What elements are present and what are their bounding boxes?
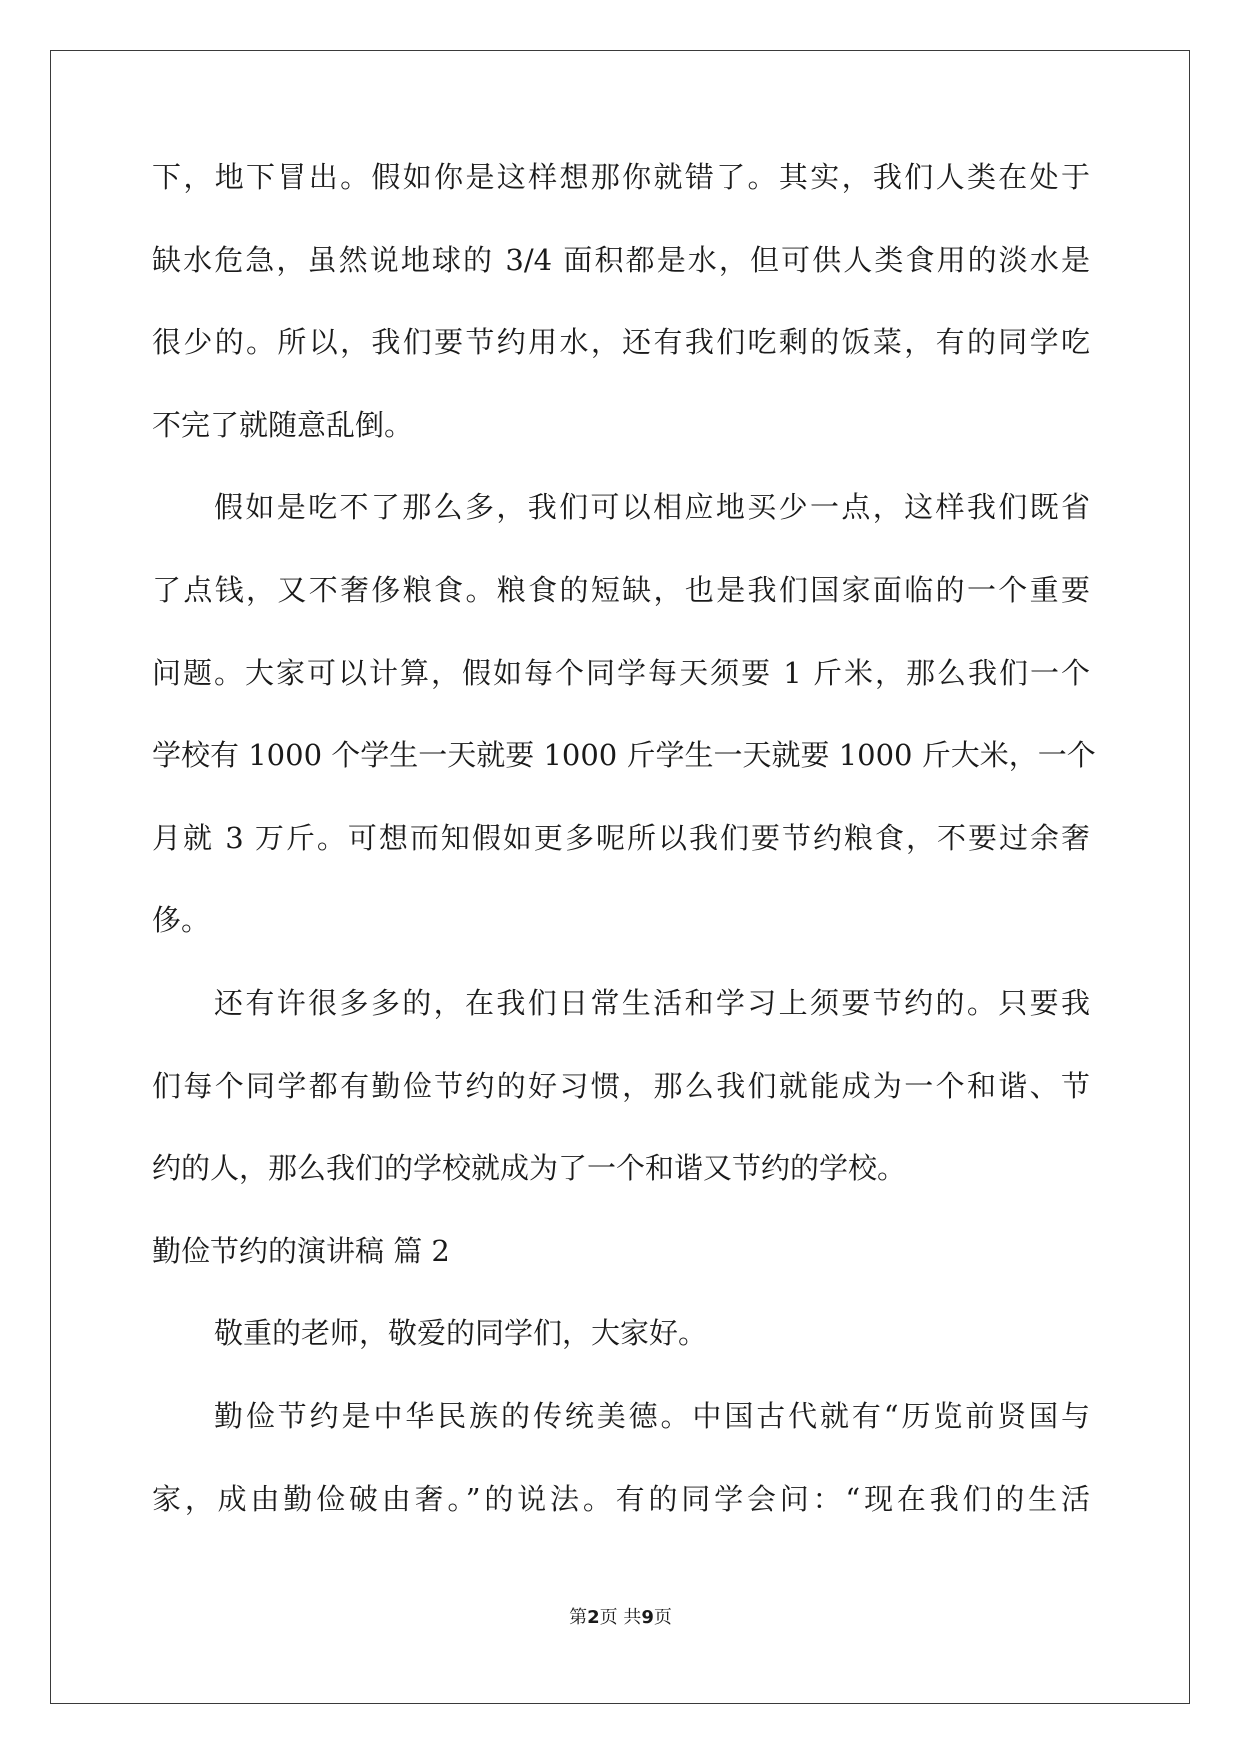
section-heading: 勤俭节约的演讲稿 篇 2	[152, 1233, 450, 1268]
text-line: 不完了就随意乱倒。	[152, 407, 414, 442]
page-footer	[0, 1606, 1241, 1630]
text-line: 们每个同学都有勤俭节约的好习惯，那么我们就能成为一个和谐、节	[152, 1068, 1090, 1103]
text-line: 了点钱，又不奢侈粮食。粮食的短缺，也是我们国家面临的一个重要	[152, 572, 1090, 607]
footer-middle: 页 共	[599, 1607, 642, 1628]
current-page-number: 2	[587, 1607, 600, 1628]
total-page-number: 9	[641, 1607, 654, 1628]
text-line: 月就 3 万斤。可想而知假如更多呢所以我们要节约粮食，不要过余奢	[152, 820, 1090, 855]
text-line: 侈。	[152, 903, 211, 938]
text-line: 敬重的老师，敬爱的同学们，大家好。	[214, 1316, 708, 1351]
text-line: 约的人，那么我们的学校就成为了一个和谐又节约的学校。	[152, 1151, 907, 1186]
footer-prefix: 第	[569, 1607, 588, 1628]
footer-suffix: 页	[653, 1607, 672, 1628]
text-line: 问题。大家可以计算，假如每个同学每天须要 1 斤米，那么我们一个	[152, 655, 1090, 690]
text-line: 假如是吃不了那么多，我们可以相应地买少一点，这样我们既省	[214, 490, 1090, 525]
text-line: 下，地下冒出。假如你是这样想那你就错了。其实，我们人类在处于	[152, 160, 1090, 194]
document-body	[152, 150, 1096, 1554]
text-line: 学校有 1000 个学生一天就要 1000 斤学生一天就要 1000 斤大米，一个	[152, 738, 1096, 773]
text-line: 很少的。所以，我们要节约用水，还有我们吃剩的饭菜，有的同学吃	[152, 325, 1090, 360]
text-line: 缺水危急，虽然说地球的 3/4 面积都是水，但可供人类食用的淡水是	[152, 242, 1090, 277]
text-line: 家，成由勤俭破由奢。”的说法。有的同学会问：“现在我们的生活	[152, 1481, 1090, 1516]
text-line: 还有许很多多的，在我们日常生活和学习上须要节约的。只要我	[214, 985, 1090, 1020]
text-line: 勤俭节约是中华民族的传统美德。中国古代就有“历览前贤国与	[214, 1398, 1090, 1433]
